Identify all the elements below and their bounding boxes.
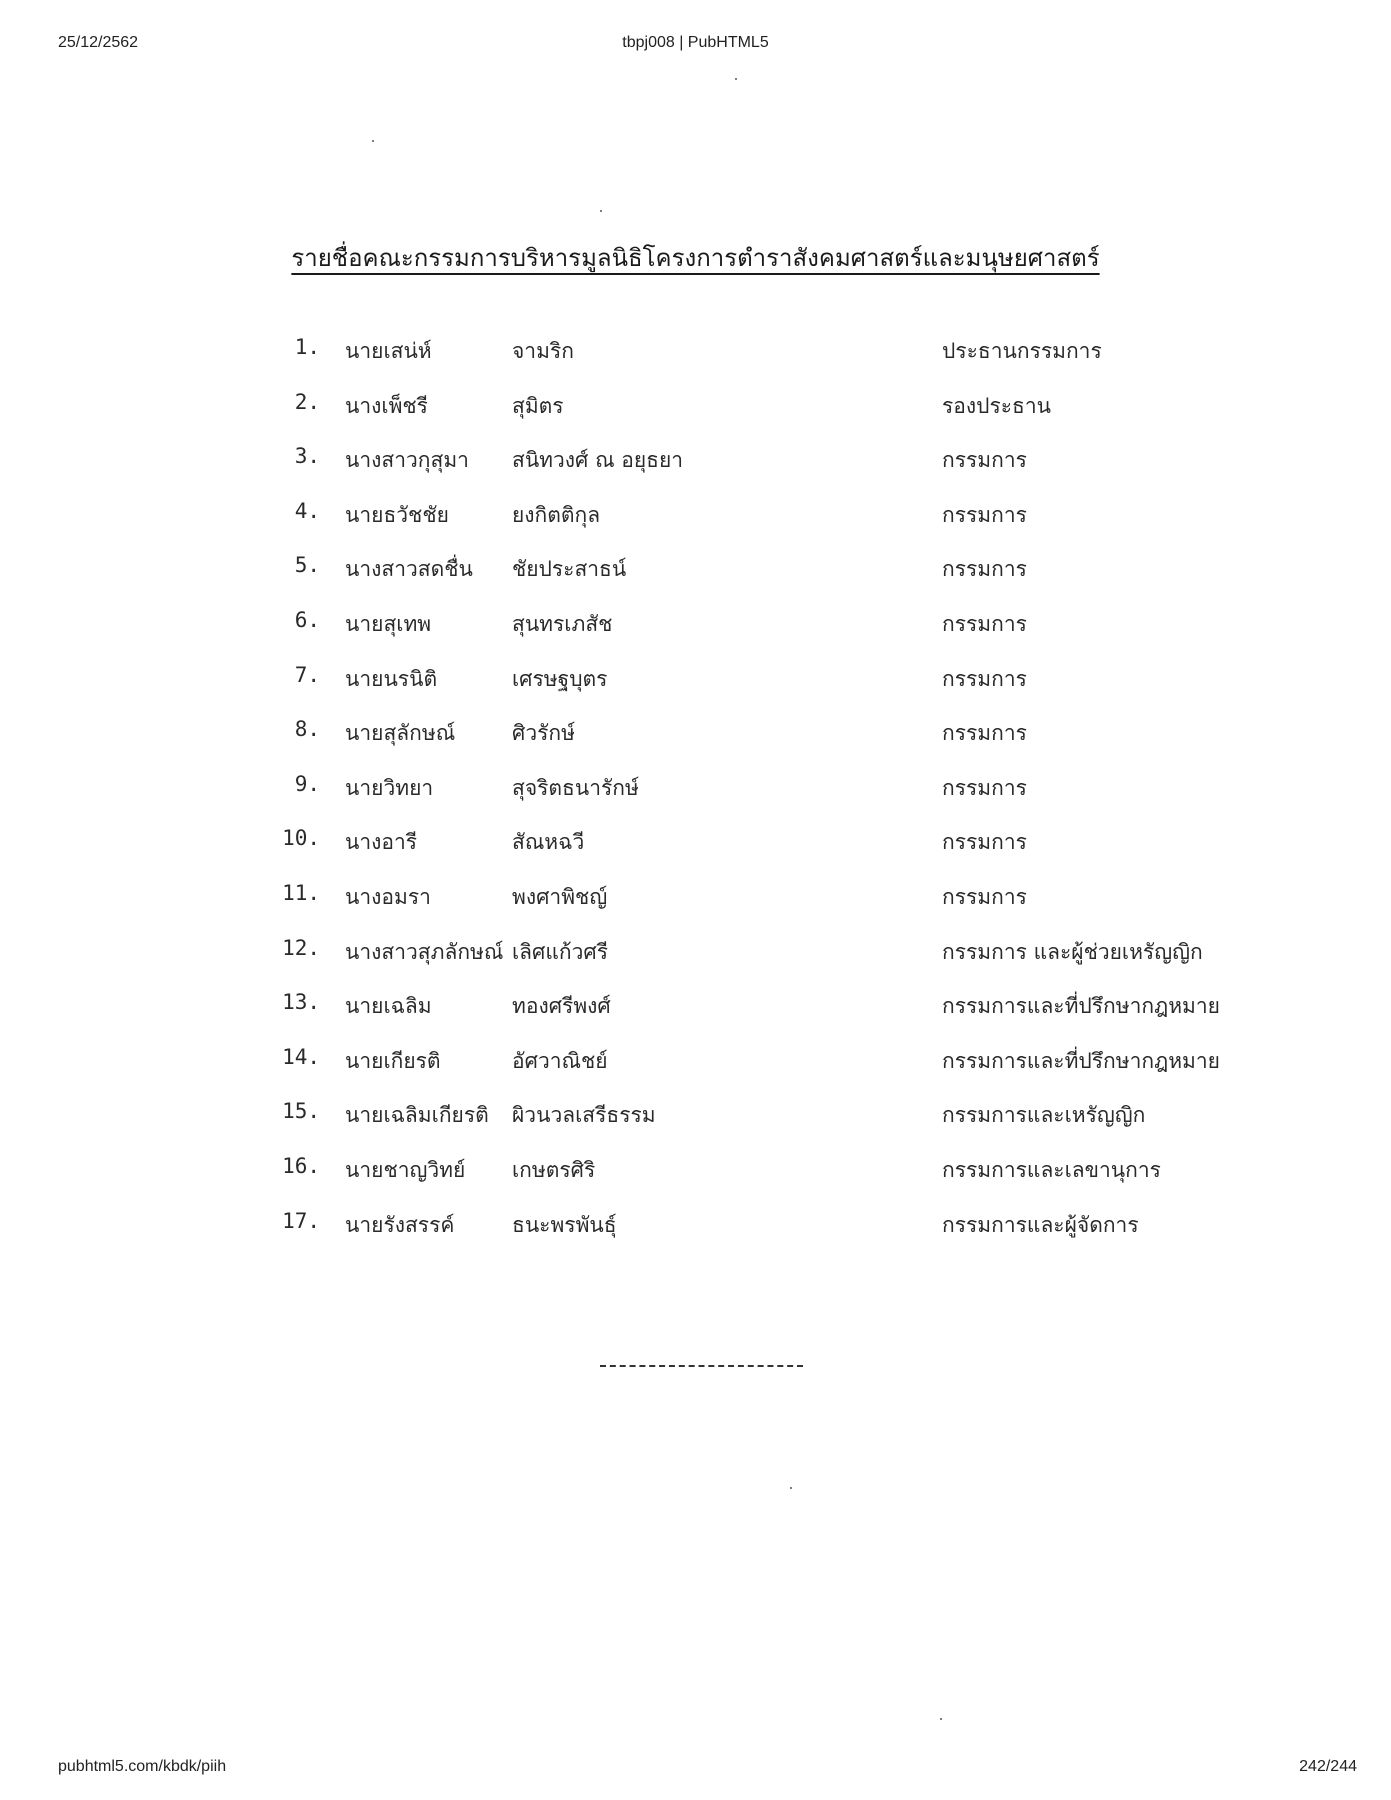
member-first-name: นายรังสรรค์	[345, 1212, 455, 1237]
member-role: ประธานกรรมการ	[942, 339, 1102, 363]
member-number: 4.	[294, 498, 320, 523]
member-row	[0, 717, 1391, 772]
member-role: กรรมการ	[942, 775, 1027, 800]
member-first-name: นางสาวสุภลักษณ์	[345, 939, 504, 964]
member-number: 13.	[282, 990, 320, 1015]
print-page-number: 242/244	[1299, 1758, 1357, 1775]
member-row	[0, 1099, 1391, 1154]
member-role: กรรมการและเลขานุการ	[942, 1157, 1161, 1182]
member-row	[0, 1154, 1391, 1209]
member-row	[0, 499, 1391, 554]
member-last-name: ผิวนวลเสรีธรรม	[512, 1103, 656, 1128]
member-role: กรรมการและผู้จัดการ	[942, 1212, 1139, 1237]
member-last-name: เศรษฐบุตร	[512, 666, 608, 691]
member-row	[0, 936, 1391, 991]
member-role: กรรมการ	[942, 884, 1027, 909]
print-header	[0, 34, 1391, 58]
print-url: pubhtml5.com/kbdk/piih	[58, 1758, 227, 1775]
member-row	[0, 335, 1391, 390]
member-row	[0, 553, 1391, 608]
member-row	[0, 608, 1391, 663]
member-number: 11.	[282, 880, 320, 905]
document-title	[0, 238, 1391, 277]
scan-speck	[735, 78, 737, 80]
member-first-name: นางอมรา	[345, 884, 431, 909]
member-first-name: นายธวัชชัย	[345, 502, 449, 527]
member-last-name: สุมิตร	[512, 393, 564, 418]
member-first-name: นายสุเทพ	[345, 611, 432, 636]
member-row	[0, 826, 1391, 881]
member-first-name: นายเสน่ห์	[345, 339, 432, 363]
member-last-name: อัศวาณิชย์	[512, 1048, 608, 1073]
member-last-name: สุจริตธนารักษ์	[512, 775, 639, 800]
member-role: กรรมการและเหรัญญิก	[942, 1103, 1146, 1128]
member-number: 15.	[282, 1099, 320, 1124]
member-number: 7.	[294, 662, 320, 687]
print-title: tbpj008 | PubHTML5	[622, 34, 769, 51]
print-footer	[0, 1758, 1391, 1782]
member-last-name: ธนะพรพันธุ์	[512, 1212, 617, 1237]
member-number: 5.	[294, 553, 320, 578]
member-first-name: นางสาวกุสุมา	[345, 448, 469, 473]
member-number: 9.	[294, 771, 320, 796]
member-row	[0, 1045, 1391, 1100]
member-first-name: นายเฉลิม	[345, 994, 432, 1019]
member-last-name: ทองศรีพงศ์	[512, 994, 611, 1019]
member-row	[0, 881, 1391, 936]
member-number: 12.	[282, 935, 320, 960]
member-number: 6.	[294, 607, 320, 632]
member-number: 14.	[282, 1044, 320, 1069]
member-last-name: ยงกิตติกุล	[512, 502, 601, 527]
member-last-name: ชัยประสาธน์	[512, 557, 627, 582]
member-first-name: นายเฉลิมเกียรติ	[345, 1103, 489, 1128]
member-number: 2.	[294, 389, 320, 414]
scan-speck	[600, 210, 602, 212]
member-last-name: จามริก	[512, 339, 574, 363]
member-role: กรรมการ	[942, 557, 1027, 582]
document-title-text: รายชื่อคณะกรรมการบริหารมูลนิธิโครงการตำราสังคมศาสตร์และมนุษยศาสตร์	[291, 244, 1100, 272]
member-first-name: นายวิทยา	[345, 775, 434, 800]
member-row	[0, 390, 1391, 445]
member-role: กรรมการ และผู้ช่วยเหรัญญิก	[942, 939, 1203, 964]
member-last-name: สุนทรเภสัช	[512, 611, 613, 636]
member-last-name: เลิศแก้วศรี	[512, 939, 609, 964]
member-first-name: นายสุลักษณ์	[345, 721, 456, 746]
member-row	[0, 1209, 1391, 1264]
member-role: กรรมการ	[942, 611, 1027, 636]
member-row	[0, 663, 1391, 718]
member-row	[0, 772, 1391, 827]
member-number: 17.	[282, 1208, 320, 1233]
member-first-name: นายเกียรติ	[345, 1048, 441, 1073]
member-first-name: นายนรนิติ	[345, 666, 438, 691]
member-role: กรรมการ	[942, 502, 1027, 527]
member-number: 3.	[294, 444, 320, 469]
member-first-name: นางสาวสดชื่น	[345, 557, 473, 582]
member-row	[0, 990, 1391, 1045]
member-row	[0, 444, 1391, 499]
member-last-name: ศิวรักษ์	[512, 721, 575, 746]
member-role: กรรมการ	[942, 830, 1027, 855]
member-first-name: นายชาญวิทย์	[345, 1157, 466, 1182]
member-first-name: นางเพ็ชรี	[345, 393, 428, 418]
scan-speck	[940, 1718, 942, 1720]
print-date: 25/12/2562	[58, 34, 139, 51]
member-role: กรรมการ	[942, 448, 1027, 473]
member-last-name: สัณหฉวี	[512, 830, 585, 855]
member-role: กรรมการและที่ปรึกษากฎหมาย	[942, 994, 1220, 1019]
member-role: กรรมการและที่ปรึกษากฎหมาย	[942, 1048, 1220, 1073]
member-number: 16.	[282, 1153, 320, 1178]
scan-speck	[790, 1487, 792, 1489]
member-first-name: นางอารี	[345, 830, 418, 855]
member-last-name: เกษตรศิริ	[512, 1157, 596, 1182]
member-role: รองประธาน	[942, 393, 1051, 418]
end-divider	[600, 1365, 803, 1367]
member-number: 10.	[282, 826, 320, 851]
scan-speck	[372, 140, 374, 142]
member-number: 1.	[294, 335, 320, 359]
member-list	[0, 335, 1391, 1263]
member-role: กรรมการ	[942, 721, 1027, 746]
member-role: กรรมการ	[942, 666, 1027, 691]
member-last-name: สนิทวงศ์ ณ อยุธยา	[512, 448, 684, 473]
member-number: 8.	[294, 717, 320, 742]
member-last-name: พงศาพิชญ์	[512, 884, 608, 909]
